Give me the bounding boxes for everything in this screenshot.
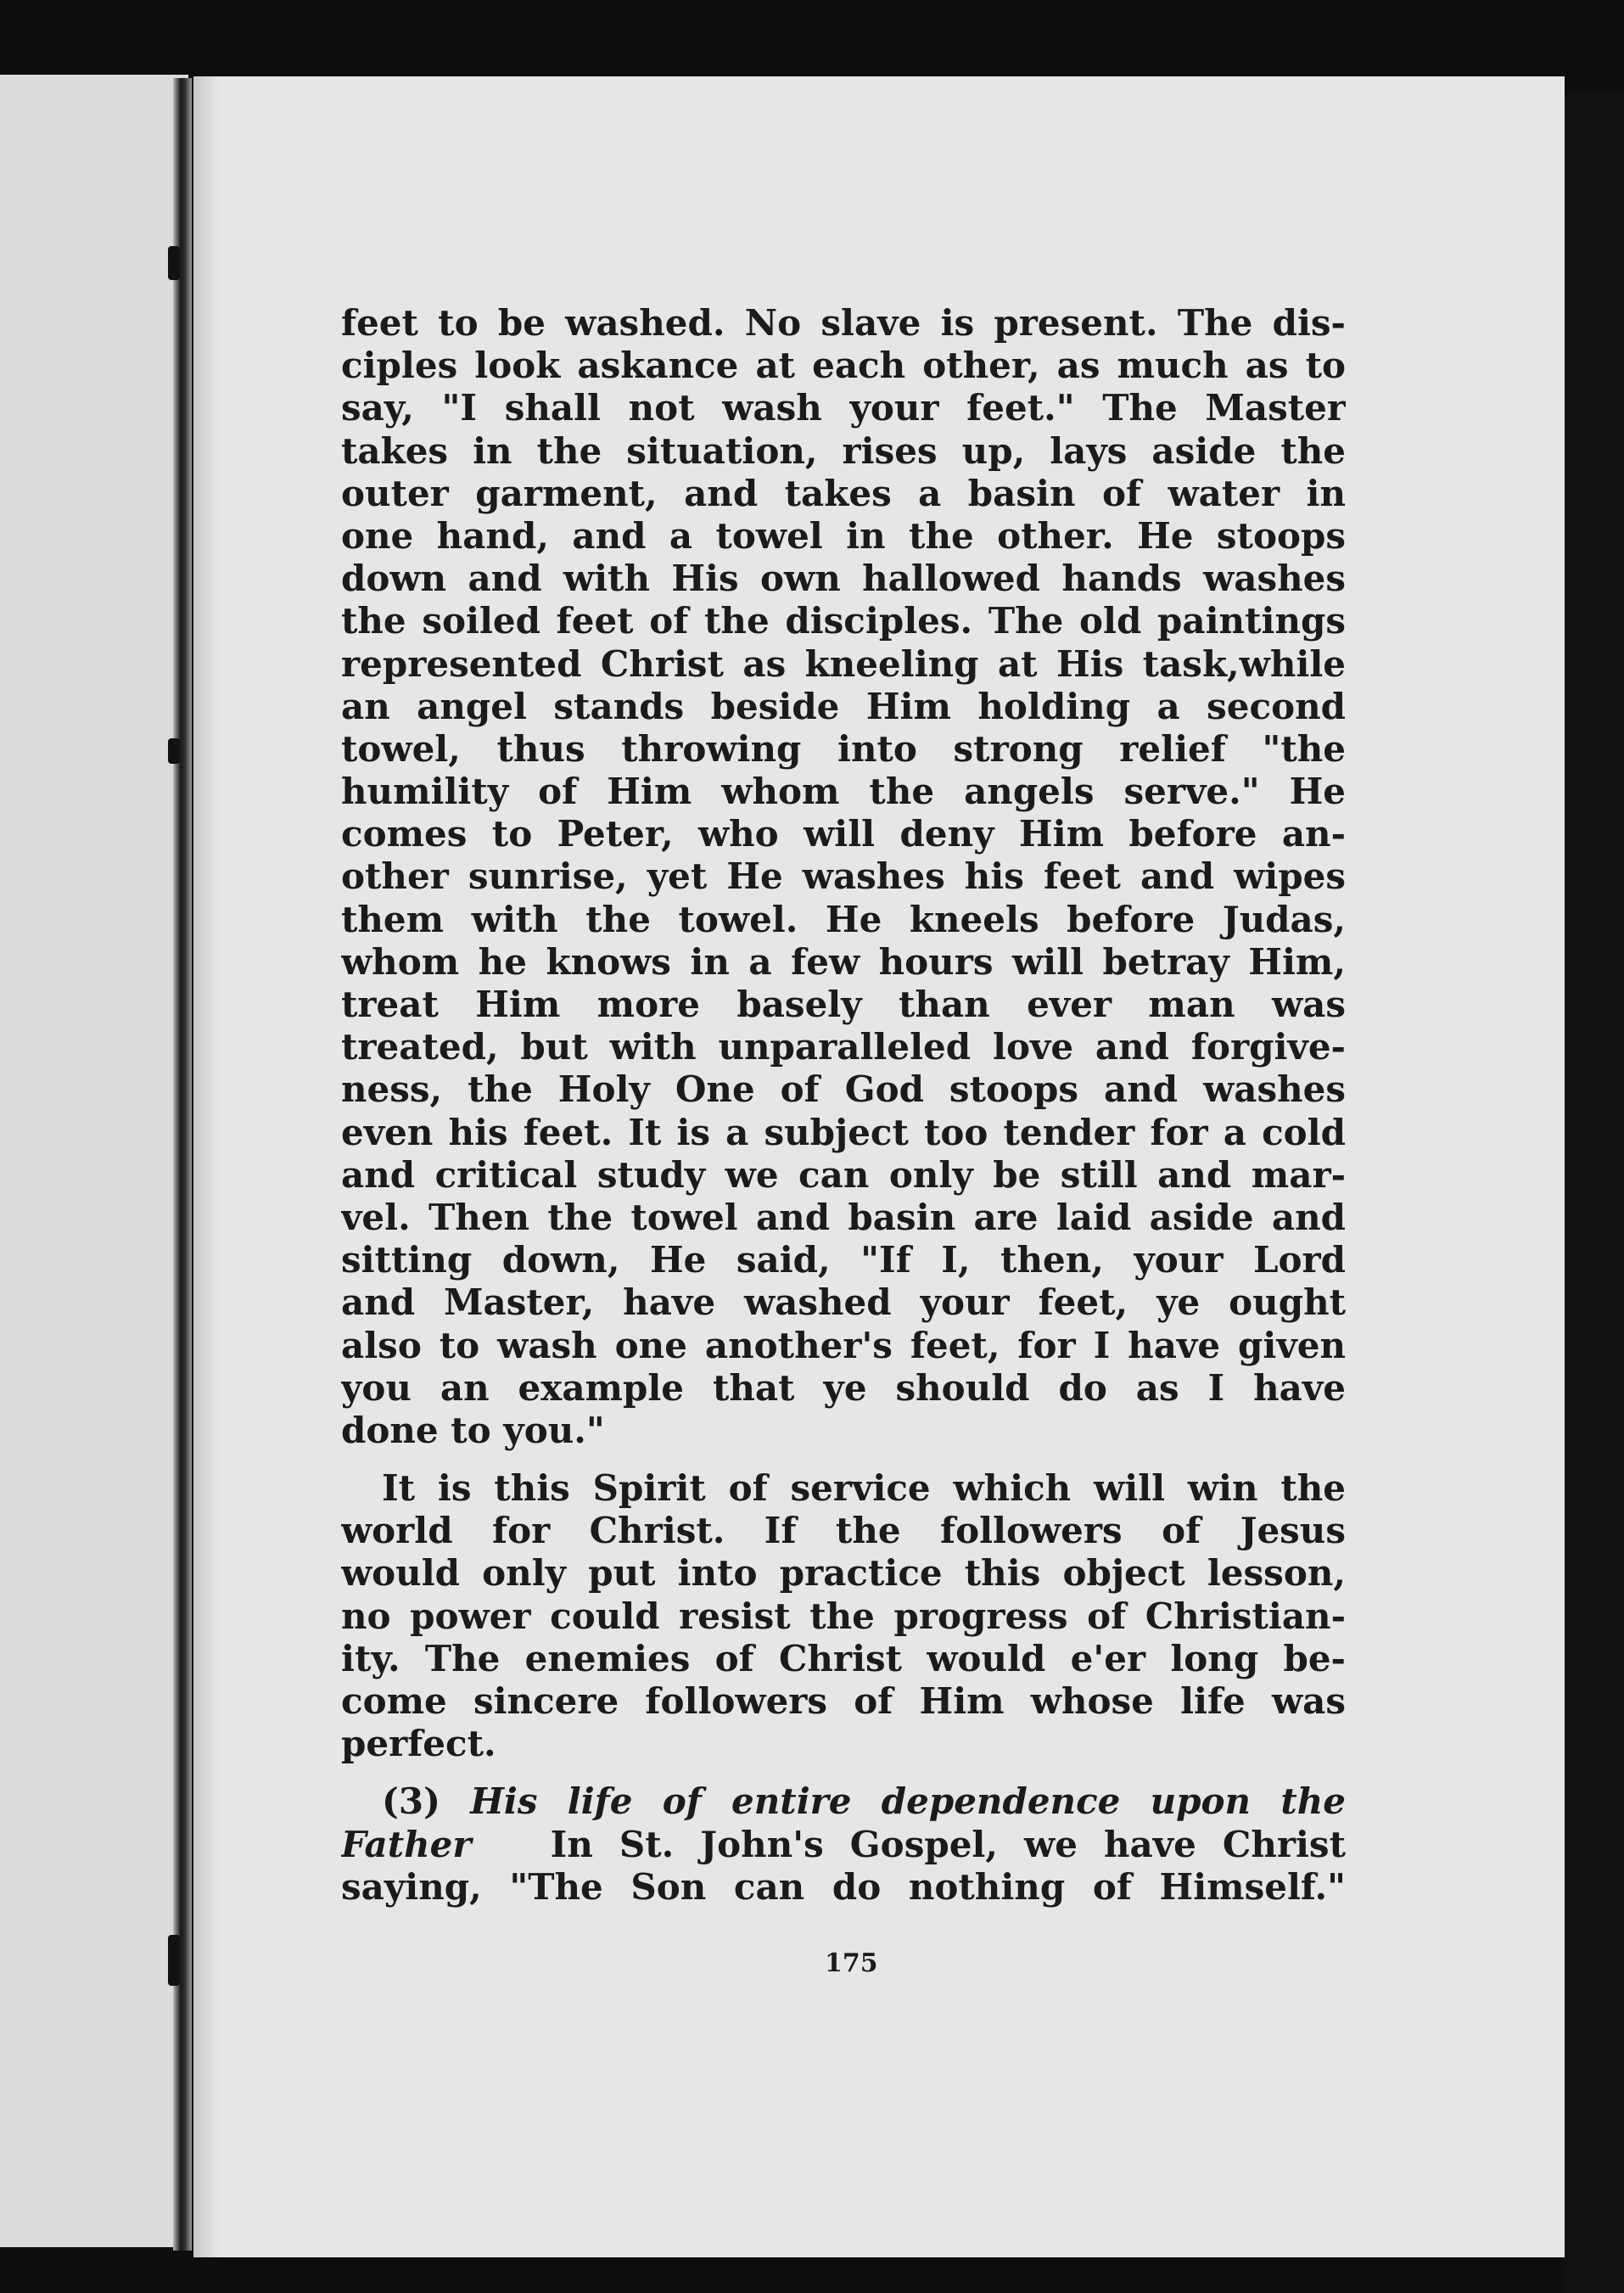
- gutter-mark: [168, 246, 180, 280]
- section-heading: His life of entire dependence upon the: [470, 1780, 1346, 1823]
- paragraph-1: [341, 302, 1346, 1452]
- page-shadow: [193, 76, 219, 2257]
- text-line: whom he knows in a few hours will betray Him,: [341, 940, 1346, 983]
- text-line: humility of Him whom the angels serve." He: [341, 771, 1346, 813]
- text-line: you an example that ye should do as I have: [341, 1366, 1346, 1409]
- text-line: towel, thus throwing into strong relief "the: [341, 727, 1346, 770]
- text-line: one hand, and a towel in the other. He stoops: [341, 514, 1346, 557]
- paragraph-gap: [341, 1765, 1346, 1780]
- left-page-fragment: [0, 75, 188, 2247]
- text-line: no power could resist the progress of Christian-: [341, 1595, 1346, 1637]
- text-line: vel. Then the towel and basin are laid aside and: [341, 1196, 1346, 1238]
- text-line: and Master, have washed your feet, ye ought: [341, 1281, 1346, 1324]
- text-line: done to you.": [341, 1409, 605, 1451]
- paragraph-gap: [341, 1452, 1346, 1467]
- text-line: perfect.: [341, 1723, 496, 1765]
- text-line: say, "I shall not wash your feet." The Master: [341, 387, 1346, 429]
- text-line: also to wash one another's feet, for I have given: [341, 1324, 1346, 1366]
- section-number: (3): [382, 1780, 440, 1823]
- text-line: even his feet. It is a subject too tender for a cold: [341, 1111, 1346, 1153]
- text-line: comes to Peter, who will deny Him before an-: [341, 813, 1346, 855]
- gutter-mark: [168, 1935, 180, 1986]
- text-line: the soiled feet of the disciples. The old paintings: [341, 600, 1346, 642]
- text-line: takes in the situation, rises up, lays aside the: [341, 429, 1346, 472]
- text-line: them with the towel. He kneels before Judas,: [341, 898, 1346, 940]
- page-text: [341, 302, 1346, 1909]
- text-line: saying, "The Son can do nothing of Himself.": [341, 1865, 1346, 1908]
- text-line: outer garment, and takes a basin of water in: [341, 472, 1346, 514]
- text-line: an angel stands beside Him holding a second: [341, 685, 1346, 727]
- text-line: ciples look askance at each other, as much as to: [341, 345, 1346, 387]
- text-run: In St. John's Gospel, we have Christ: [550, 1823, 1346, 1865]
- text-line: represented Christ as kneeling at His task,while: [341, 642, 1346, 685]
- section-heading-end: Father: [341, 1823, 472, 1865]
- book-gutter: [173, 78, 192, 2251]
- text-line: [341, 1824, 1346, 1866]
- text-line: come sincere followers of Him whose life was: [341, 1680, 1346, 1722]
- text-line: feet to be washed. No slave is present. The dis-: [341, 302, 1346, 344]
- text-line: sitting down, He said, "If I, then, your Lord: [341, 1239, 1346, 1281]
- paragraph-3: [341, 1780, 1346, 1909]
- text-line: treated, but with unparalleled love and forgive-: [341, 1026, 1346, 1068]
- text-line: other sunrise, yet He washes his feet and wipes: [341, 855, 1346, 898]
- paragraph-2: [341, 1467, 1346, 1765]
- gutter-mark: [168, 738, 180, 764]
- section-heading-line: [341, 1780, 1346, 1823]
- text-line: would only put into practice this object lesson,: [341, 1552, 1346, 1595]
- text-line: ness, the Holy One of God stoops and washes: [341, 1068, 1346, 1111]
- text-line: It is this Spirit of service which will win the: [382, 1467, 1346, 1510]
- page-right-edge: [1565, 93, 1624, 2293]
- text-line: ity. The enemies of Christ would e'er long be-: [341, 1637, 1346, 1679]
- text-line: down and with His own hallowed hands washes: [341, 558, 1346, 600]
- text-line: treat Him more basely than ever man was: [341, 984, 1346, 1025]
- text-line: and critical study we can only be still and mar-: [341, 1153, 1346, 1196]
- page-number: 175: [825, 1948, 878, 1978]
- text-line: world for Christ. If the followers of Jesus: [341, 1510, 1346, 1552]
